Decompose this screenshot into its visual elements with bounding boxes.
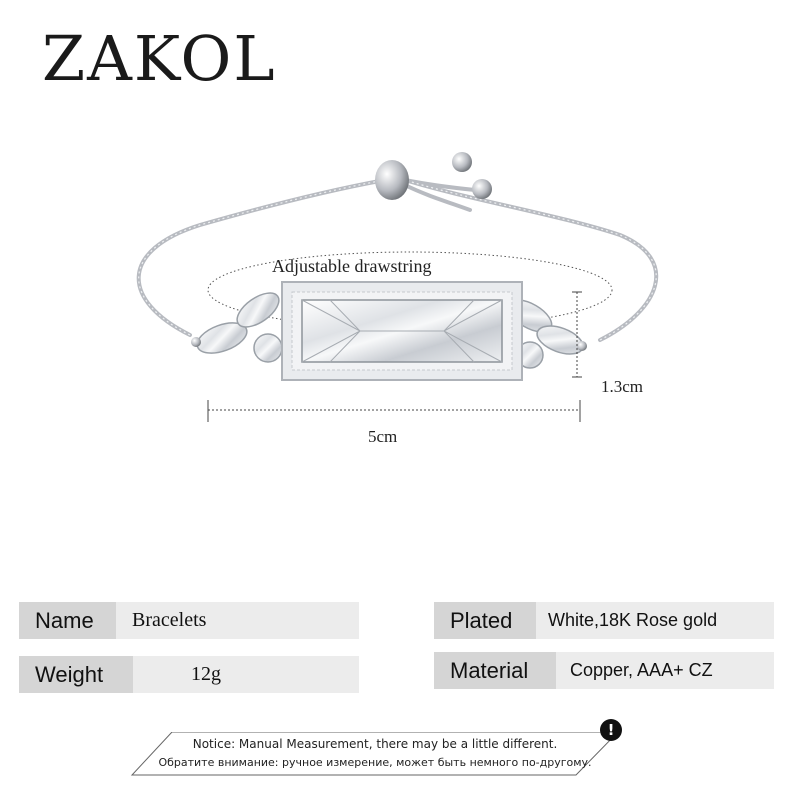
warning-icon: ! — [600, 719, 622, 741]
spec-key-material: Material — [434, 652, 556, 689]
slider-bead — [375, 160, 409, 200]
spec-row-plated — [434, 602, 774, 639]
height-label: 1.3cm — [601, 377, 644, 396]
spec-row-name — [19, 602, 359, 639]
spec-value-name: Bracelets — [116, 602, 359, 639]
product-image — [0, 130, 800, 460]
notice-text-en: Notice: Manual Measurement, there may be a little different. — [192, 737, 558, 751]
end-bead — [452, 152, 472, 172]
end-bead — [472, 179, 492, 199]
center-stone — [282, 282, 522, 380]
spec-row-material — [434, 652, 774, 689]
spec-key-name: Name — [19, 602, 116, 639]
width-dimension — [208, 400, 580, 422]
side-stones-left — [191, 286, 285, 362]
spec-value-plated: White,18K Rose gold — [536, 602, 774, 639]
spec-value-material: Copper, AAA+ CZ — [556, 652, 774, 689]
annotation-text: Adjustable drawstring — [272, 256, 432, 276]
width-label: 5cm — [368, 427, 398, 446]
notice-text-ru: Обратите внимание: ручное измерение, может быть немного по-другому. — [158, 756, 592, 769]
spec-key-weight: Weight — [19, 656, 133, 693]
spec-value-weight: 12g — [133, 656, 359, 693]
notice-box — [130, 732, 620, 776]
brand-logo: ZAKOL — [42, 22, 277, 95]
spec-row-weight — [19, 656, 359, 693]
spec-key-plated: Plated — [434, 602, 536, 639]
